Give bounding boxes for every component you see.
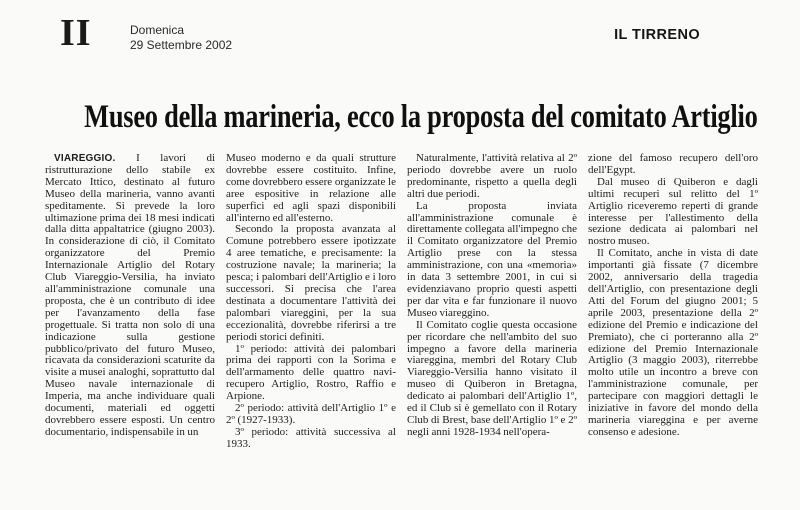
article-column bbox=[226, 153, 396, 451]
date-day: Domenica bbox=[130, 23, 185, 37]
article-paragraph: zione del famoso recupero dell'oro dell'Egypt. bbox=[588, 152, 758, 176]
headline bbox=[0, 98, 800, 136]
article-paragraph: Il Comitato coglie questa occasione per ricordare che nell'ambito del suo impegno a favore della marineria viareggina, membri del Rotary Club Viareggio-Versilia hanno visitato il museo di Quiberon in Bretagna, dedicato ai palombari dell'Artiglio 1º, ed il Club si è gemellato con il Rotary Club di Brest, base dell'Artiglio 1º e 2º negli anni 1928-1934 nell'opera- bbox=[407, 318, 577, 438]
date-block bbox=[130, 23, 232, 53]
dateline: VIAREGGIO. bbox=[54, 153, 137, 164]
article-paragraph: VIAREGGIO. I lavori di ristrutturazione dello stabile ex Mercato Ittico, destinato al futuro Museo della marineria, vanno avanti speditamente. Si prevede la loro ultimazione prima dei 18 mesi indicati dalla ditta appaltatrice (giugno 2003). In considerazione di ciò, il Comitato organizzatore del Premio Internazionale Artiglio del Rotary Club Viareggio-Versilia, ha inviato all'amministrazione comunale una proposta, che è un contributo di idee per l'avanzamento della fase progettuale. Si tratta non solo di una indicazione sulla gestione pubblico/privato del futuro Museo, ricavata da considerazioni scaturite da visite a musei analoghi, soprattutto dal Museo navale internazionale di Imperia, ma anche individuare quali documenti, materiali ed oggetti dovrebbero essere esposti. Un centro documentario, indispensabile in un bbox=[45, 152, 216, 438]
article-body bbox=[45, 153, 757, 451]
headline-text: Museo della marineria, ecco la proposta del comitato Artiglio bbox=[84, 99, 758, 135]
article-paragraph: 2º periodo: attività dell'Artiglio 1º e 2º (1927-1933). bbox=[226, 402, 396, 426]
newspaper-name: IL TIRRENO bbox=[614, 27, 700, 43]
article-column bbox=[407, 153, 577, 451]
article-paragraph: Naturalmente, l'attività relativa al 2º periodo dovrebbe avere un ruolo predominante, rispetto a quella degli altri due periodi. bbox=[407, 152, 577, 200]
article-paragraph: Il Comitato, anche in vista di date importanti già fissate (7 dicembre 2002, anniversario della tragedia dell'Artiglio, con presentazione degli Atti del Forum del giugno 2001; 5 aprile 2003, presentazione della 2º edizione del Premio e indicazione del Premiato), che ci porteranno alla 2º edizione del Premio Internazionale Artiglio (3 maggio 2003), riterrebbe molto utile un incontro a breve con l'amministrazione comunale, per partecipare con maggiori dettagli le iniziative in favore del mondo della marineria viareggina e per averne consenso e adesione. bbox=[588, 247, 758, 438]
article-paragraph: La proposta inviata all'amministrazione comunale è direttamente collegata all'impegno che il Comitato organizzatore del Premio Artiglio prese con la stessa amministrazione, con una «memoria» in data 3 settembre 2001, in cui si evidenziavano proprio questi aspetti per dar vita e far funzionare il nuovo Museo viareggino. bbox=[407, 199, 577, 319]
date-full: 29 Settembre 2002 bbox=[130, 38, 233, 52]
article-column bbox=[45, 153, 215, 451]
article-column bbox=[588, 153, 758, 451]
article-paragraph: 3º periodo: attività successiva al 1933. bbox=[226, 425, 396, 450]
article-paragraph: Secondo la proposta avanzata al Comune potrebbero essere ipotizzate 4 aree tematiche, e precisamente: la costruzione navale; la marineria; la pesca; i palombari dell'Artiglio e i loro successori. Si precisa che l'area destinata a documentare l'attività dei palombari viareggini, per la sua eccezionalità, dovrebbe riferirsi a tre periodi storici definiti. bbox=[226, 223, 396, 343]
page-number: II bbox=[60, 12, 92, 54]
article-paragraph: Museo moderno e da quali strutture dovrebbe essere costituito. Infine, come dovrebbero essere organizzate le aree espositive in relazione alle superfici ed agli spazi disponibili all'interno ed all'esterno. bbox=[226, 152, 396, 224]
article-paragraph: 1º periodo: attività dei palombari prima dei rapporti con la Sorima e dell'armamento delle quattro navi-recupero Artiglio, Rostro, Raffio e Arpione. bbox=[226, 342, 396, 403]
article-paragraph: Dal museo di Quiberon e dagli ultimi recuperi sul relitto del 1º Artiglio riceveremo reperti di grande interesse per l'allestimento della sezione dedicata ai palombari nel nostro museo. bbox=[588, 175, 758, 248]
